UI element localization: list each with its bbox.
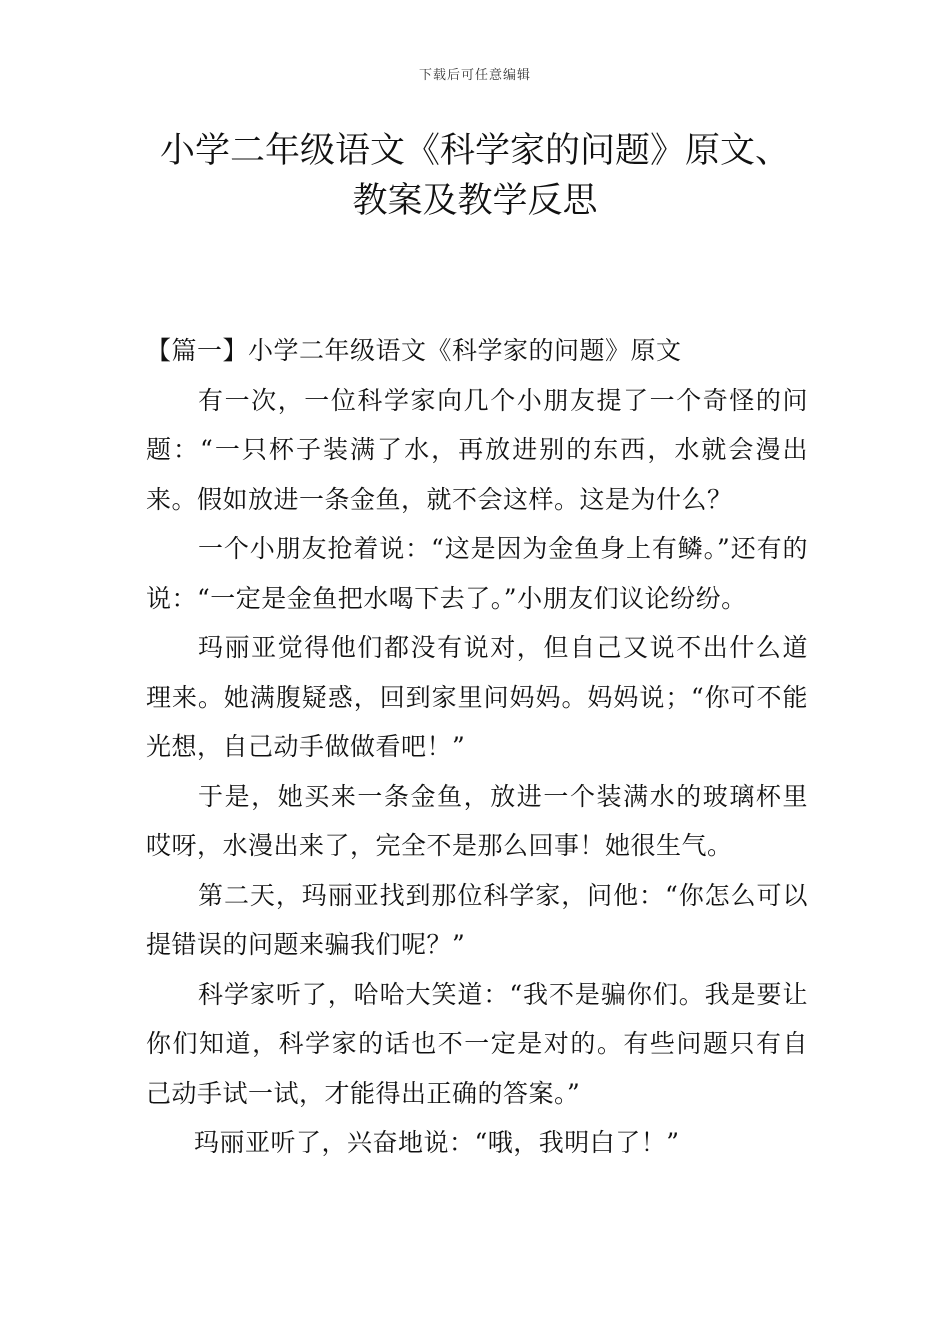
document-title [120,126,830,226]
paragraph: 有一次，一位科学家向几个小朋友提了一个奇怪的问题：“一只杯子装满了水，再放进别的东西，水就会漫出来。假如放进一条金鱼，就不会这样。这是为什么？ [146,385,808,514]
paragraph: 于是，她买来一条金鱼，放进一个装满水的玻璃杯里哎呀，水漫出来了，完全不是那么回事！她很生气。 [146,781,808,860]
paragraph: 玛丽亚觉得他们都没有说对，但自己又说不出什么道理来。她满腹疑惑，回到家里问妈妈。妈妈说；“你可不能光想，自己动手做做看吧！” [146,633,808,761]
section-heading: 【篇一】小学二年级语文《科学家的问题》原文 [146,336,682,365]
document-body [146,326,808,1168]
paragraph: 玛丽亚听了，兴奋地说：“哦，我明白了！” [194,1128,680,1157]
paragraph: 科学家听了，哈哈大笑道：“我不是骗你们。我是要让你们知道，科学家的话也不一定是对的。有些问题只有自己动手试一试，才能得出正确的答案。” [146,979,808,1108]
document-title-line-2: 教案及教学反思 [352,181,598,221]
paragraph: 第二天，玛丽亚找到那位科学家，问他：“你怎么可以提错误的问题来骗我们呢？” [146,880,808,959]
page-header-note: 下载后可任意编辑 [418,68,531,83]
paragraph: 一个小朋友抢着说：“这是因为金鱼身上有鳞。”还有的说：“一定是金鱼把水喝下去了。”小朋友们议论纷纷。 [146,534,808,613]
document-title-line-1: 小学二年级语文《科学家的问题》原文、 [159,131,790,171]
